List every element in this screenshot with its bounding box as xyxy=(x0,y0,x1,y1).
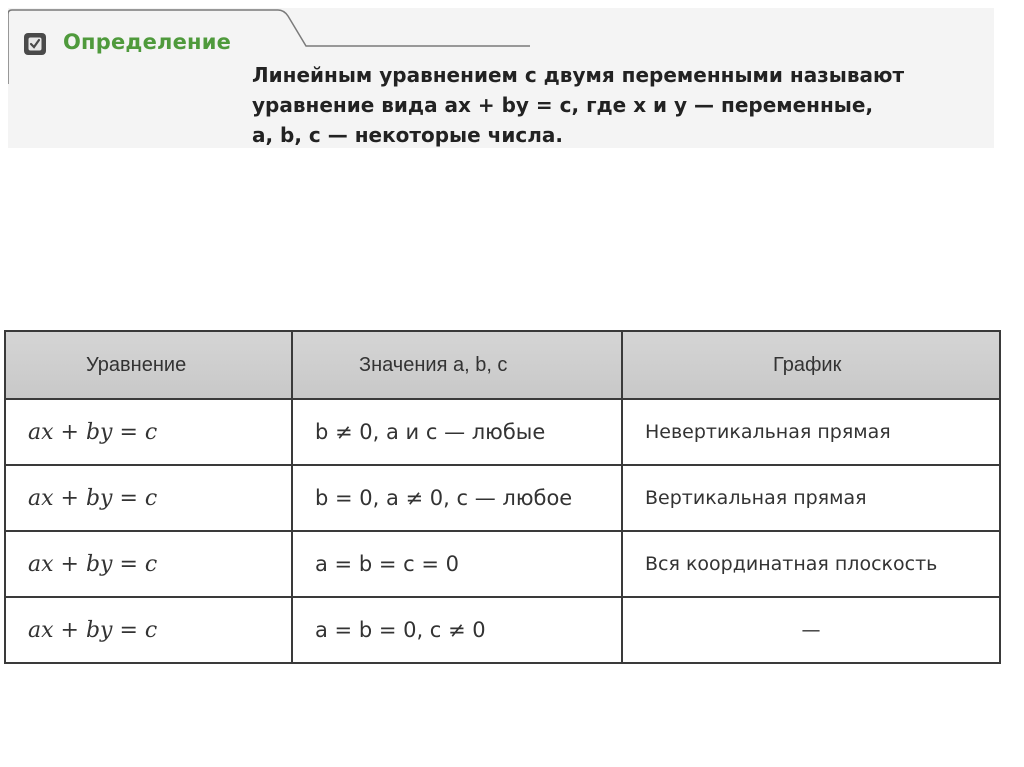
cases-table xyxy=(4,330,999,662)
row-graph: Невертикальная прямая xyxy=(622,399,1000,465)
header-graph: График xyxy=(622,331,1000,399)
checkbox-icon xyxy=(24,33,46,55)
row-values: b = 0, a ≠ 0, c — любое xyxy=(292,465,622,531)
row-equation: ax + by = c xyxy=(5,531,292,597)
table-row xyxy=(5,399,1000,465)
row-graph: Вся координатная плоскость xyxy=(622,531,1000,597)
definition-text xyxy=(252,60,992,150)
row-values: a = b = c = 0 xyxy=(292,531,622,597)
definition-line-3: a, b, c — некоторые числа. xyxy=(252,123,564,147)
header-values: Значения a, b, c xyxy=(292,331,622,399)
table-header-row xyxy=(5,331,1000,399)
definition-title: Определение xyxy=(63,30,232,54)
definition-line-2: уравнение вида ax + by = c, где x и y — переменные, xyxy=(252,93,874,117)
row-equation: ax + by = c xyxy=(5,465,292,531)
table-row xyxy=(5,465,1000,531)
definition-line-1: Линейным уравнением с двумя переменными называют xyxy=(252,63,905,87)
table-row xyxy=(5,531,1000,597)
definition-block xyxy=(8,8,994,148)
row-graph: — xyxy=(622,597,1000,663)
row-graph: Вертикальная прямая xyxy=(622,465,1000,531)
row-equation: ax + by = c xyxy=(5,399,292,465)
header-equation: Уравнение xyxy=(5,331,292,399)
row-equation: ax + by = c xyxy=(5,597,292,663)
row-values: a = b = 0, c ≠ 0 xyxy=(292,597,622,663)
table-row xyxy=(5,597,1000,663)
row-values: b ≠ 0, a и c — любые xyxy=(292,399,622,465)
